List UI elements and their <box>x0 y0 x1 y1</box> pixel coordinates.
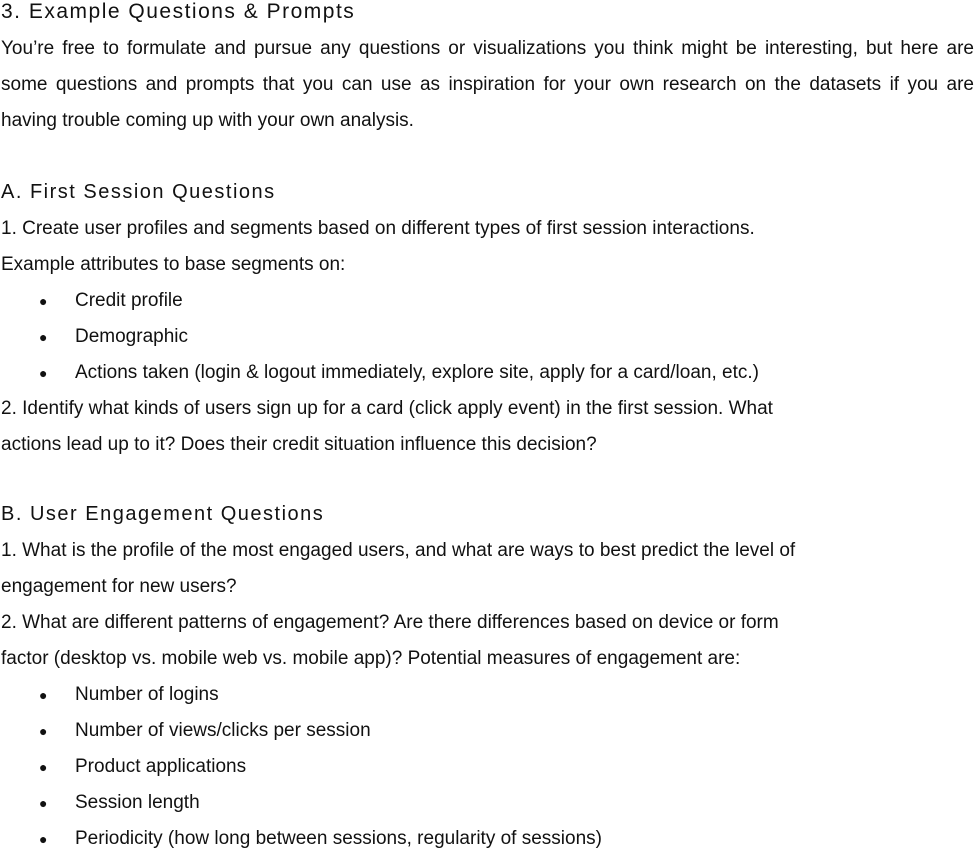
list-item-text: Credit profile <box>75 290 183 311</box>
list-item <box>1 319 974 355</box>
bullet-icon: ● <box>39 329 48 345</box>
list-item-text: Number of views/clicks per session <box>75 720 371 741</box>
bullet-icon: ● <box>39 687 48 703</box>
list-item-text: Actions taken (login & logout immediately, explore site, apply for a card/loan, etc.) <box>75 362 759 383</box>
section-a-body <box>1 211 974 463</box>
section-b-question-2-line-2: factor (desktop vs. mobile web vs. mobile app)? Potential measures of engagement are: <box>1 648 741 669</box>
section-b-question-1-line-1: 1. What is the profile of the most engaged users, and what are ways to best predict the level of <box>1 540 796 561</box>
bullet-icon: ● <box>39 723 48 739</box>
list-item-text: Product applications <box>75 756 247 777</box>
bullet-icon: ● <box>39 365 48 381</box>
list-item <box>1 821 974 857</box>
section-a-question-1-sub: Example attributes to base segments on: <box>1 254 346 275</box>
list-item <box>1 355 974 391</box>
section-b-question-2-line-1: 2. What are different patterns of engagement? Are there differences based on device or form <box>1 612 779 633</box>
bullet-icon: ● <box>39 795 48 811</box>
section-3-intro: You’re free to formulate and pursue any questions or visualizations you think might be interesting, but here are some questions and prompts that you can use as inspiration for your own research on the datasets if you are having trouble coming up with your own analysis. <box>1 38 974 131</box>
list-item <box>1 677 974 713</box>
bullet-icon: ● <box>39 759 48 775</box>
section-a-question-1: 1. Create user profiles and segments based on different types of first session interactions. <box>1 218 755 239</box>
list-item <box>1 713 974 749</box>
section-a-question-2-line-2: actions lead up to it? Does their credit situation influence this decision? <box>1 434 597 455</box>
section-b-bullet-list <box>1 677 974 857</box>
bullet-icon: ● <box>39 831 48 847</box>
list-item <box>1 749 974 785</box>
list-item-text: Number of logins <box>75 684 219 705</box>
section-a-question-2-line-1: 2. Identify what kinds of users sign up for a card (click apply event) in the first session. What <box>1 398 773 419</box>
section-3-title: 3. Example Questions & Prompts <box>1 0 356 23</box>
section-a-title: A. First Session Questions <box>1 181 276 203</box>
list-item-text: Periodicity (how long between sessions, regularity of sessions) <box>75 828 602 849</box>
list-item-text: Demographic <box>75 326 188 347</box>
list-item-text: Session length <box>75 792 200 813</box>
list-item <box>1 785 974 821</box>
section-a-bullet-list <box>1 283 974 391</box>
section-b-title: B. User Engagement Questions <box>1 503 325 525</box>
section-b-body <box>1 533 974 857</box>
bullet-icon: ● <box>39 293 48 309</box>
list-item <box>1 283 974 319</box>
section-b-question-1-line-2: engagement for new users? <box>1 576 237 597</box>
